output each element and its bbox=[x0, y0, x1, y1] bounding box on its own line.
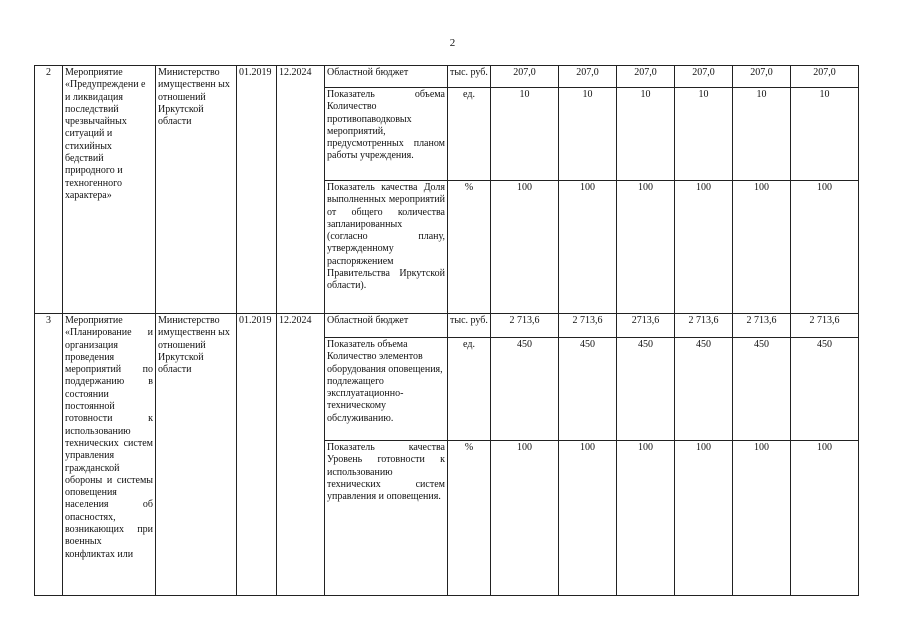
unit: % bbox=[448, 441, 491, 596]
unit: ед. bbox=[448, 88, 491, 181]
value-cell: 450 bbox=[675, 338, 733, 441]
unit: тыс. руб. bbox=[448, 314, 491, 338]
value-cell: 100 bbox=[733, 441, 791, 596]
activity-title: Мероприятие «Предупреждени е и ликвидация последствий чрезвычайных ситуаций и стихийных бедствий природного и техногенного характера» bbox=[63, 66, 156, 314]
table-row bbox=[35, 314, 859, 338]
indicator-description: Показатель объема Количество элементов оборудования оповещения, подлежащего эксплуатационно-техническому обслуживанию. bbox=[325, 338, 448, 441]
executor: Министерство имущественн ых отношений Иркутской области bbox=[156, 66, 237, 314]
value-cell: 2713,6 bbox=[617, 314, 675, 338]
value-cell: 100 bbox=[791, 181, 859, 314]
value-cell: 207,0 bbox=[733, 66, 791, 88]
activity-title: Мероприятие «Планирование и организация проведения мероприятий по поддержанию в состоянии постоянной готовности к использованию технических систем управления гражданской обороны и системы оповещения населения об опасностях, возникающих при военных конфликтах или bbox=[63, 314, 156, 596]
value-cell: 2 713,6 bbox=[491, 314, 559, 338]
value-cell: 207,0 bbox=[559, 66, 617, 88]
value-cell: 100 bbox=[675, 181, 733, 314]
row-number: 3 bbox=[35, 314, 63, 596]
value-cell: 100 bbox=[559, 181, 617, 314]
value-cell: 100 bbox=[491, 181, 559, 314]
value-cell: 10 bbox=[617, 88, 675, 181]
executor: Министерство имущественн ых отношений Иркутской области bbox=[156, 314, 237, 596]
program-table bbox=[34, 65, 859, 596]
start-date: 01.2019 bbox=[237, 314, 277, 596]
value-cell: 450 bbox=[733, 338, 791, 441]
value-cell: 2 713,6 bbox=[559, 314, 617, 338]
value-cell: 450 bbox=[559, 338, 617, 441]
value-cell: 10 bbox=[559, 88, 617, 181]
value-cell: 207,0 bbox=[675, 66, 733, 88]
value-cell: 450 bbox=[791, 338, 859, 441]
unit: % bbox=[448, 181, 491, 314]
value-cell: 10 bbox=[675, 88, 733, 181]
indicator-description: Показатель объема Количество противопаводковых мероприятий, предусмотренных планом работы учреждения. bbox=[325, 88, 448, 181]
start-date: 01.2019 bbox=[237, 66, 277, 314]
indicator-description: Областной бюджет bbox=[325, 66, 448, 88]
value-cell: 100 bbox=[733, 181, 791, 314]
value-cell: 100 bbox=[675, 441, 733, 596]
table-row bbox=[35, 66, 859, 88]
value-cell: 2 713,6 bbox=[733, 314, 791, 338]
unit: ед. bbox=[448, 338, 491, 441]
value-cell: 207,0 bbox=[617, 66, 675, 88]
value-cell: 100 bbox=[617, 441, 675, 596]
page-number: 2 bbox=[449, 37, 456, 49]
value-cell: 207,0 bbox=[791, 66, 859, 88]
value-cell: 100 bbox=[491, 441, 559, 596]
value-cell: 450 bbox=[491, 338, 559, 441]
row-number: 2 bbox=[35, 66, 63, 314]
value-cell: 10 bbox=[733, 88, 791, 181]
end-date: 12.2024 bbox=[277, 66, 325, 314]
indicator-description: Областной бюджет bbox=[325, 314, 448, 338]
indicator-description: Показатель качества Доля выполненных мероприятий от общего количества запланированных (согласно плану, утвержденному распоряжением Правительства Иркутской области). bbox=[325, 181, 448, 314]
indicator-description: Показатель качества Уровень готовности к использованию технических систем управления и оповещения. bbox=[325, 441, 448, 596]
unit: тыс. руб. bbox=[448, 66, 491, 88]
end-date: 12.2024 bbox=[277, 314, 325, 596]
value-cell: 2 713,6 bbox=[675, 314, 733, 338]
value-cell: 100 bbox=[791, 441, 859, 596]
value-cell: 100 bbox=[617, 181, 675, 314]
value-cell: 2 713,6 bbox=[791, 314, 859, 338]
value-cell: 450 bbox=[617, 338, 675, 441]
value-cell: 10 bbox=[791, 88, 859, 181]
value-cell: 10 bbox=[491, 88, 559, 181]
value-cell: 100 bbox=[559, 441, 617, 596]
value-cell: 207,0 bbox=[491, 66, 559, 88]
